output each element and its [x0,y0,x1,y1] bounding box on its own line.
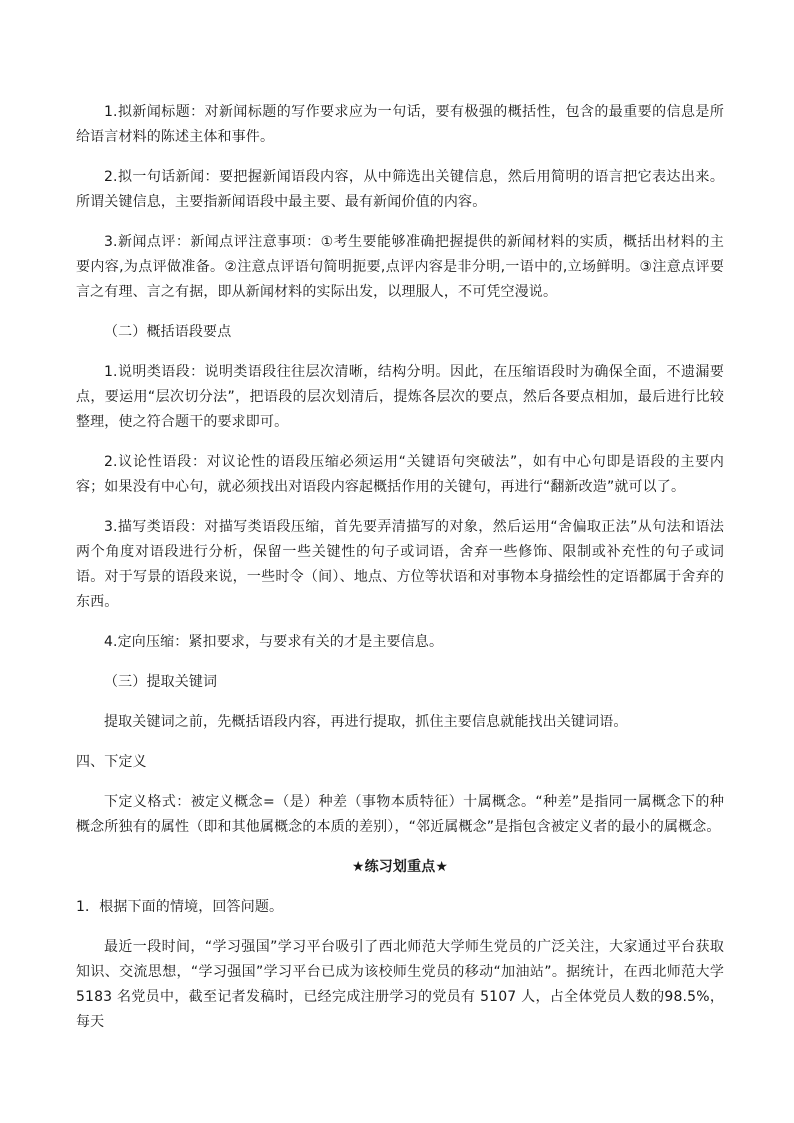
question-title: 1．根据下面的情境，回答问题。 [76,899,284,915]
paragraph-keywords: 提取关键词之前，先概括语段内容，再进行提取，抓住主要信息就能找出关键词语。 [104,714,628,730]
paragraph-expository: 1.说明类语段：说明类语段往往层次清晰，结构分明。因此，在压缩语段时为确保全面，不遗漏要点，要运用“层次切分法”，把语段的层次划清后，提炼各层次的要点，然后各要点相加，最后进行比较整理，使之符合题干的要求即可。 [76,364,724,430]
paragraph-argumentative: 2.议论性语段：对议论性的语段压缩必须运用“关键语句突破法”，如有中心句即是语段的主要内容；如果没有中心句，就必须找出对语段内容起概括作用的关键句，再进行“翻新改造”就可以了。 [76,454,724,495]
question-body: 最近一段时间，“学习强国”学习平台吸引了西北师范大学师生党员的广泛关注，大家通过平台获取知识、交流思想，“学习强国”学习平台已成为该校师生党员的移动“加油站”。据统计，在西北师范大学 5183 名党员中，截至记者发稿时，已经完成注册学习的党员有 5107 人，占全体党员人数的98.5%，每天 [76,939,724,1030]
paragraph-descriptive: 3.描写类语段：对描写类语段压缩，首先要弄清描写的对象，然后运用“舍偏取正法”从句法和语法两个角度对语段进行分析，保留一些关键性的句子或词语，舍弃一些修饰、限制或补充性的句子或词语。对于写景的语段来说，一些时令（间）、地点、方位等状语和对事物本身描绘性的定语都属于舍弃的东西。 [76,519,724,610]
paragraph-one-sentence-news: 2.拟一句话新闻：要把握新闻语段内容，从中筛选出关键信息，然后用简明的语言把它表达出来。所谓关键信息，主要指新闻语段中最主要、最有新闻价值的内容。 [76,169,724,210]
paragraph-definition: 下定义格式：被定义概念=（是）种差（事物本质特征）十属概念。“种差”是指同一属概念下的种概念所独有的属性（即和其他属概念的本质的差别），“邻近属概念”是指包含被定义者的最小的属概念。 [76,794,724,835]
document-body [76,100,724,1035]
paragraph-news-title: 1.拟新闻标题：对新闻标题的写作要求应为一句话，要有极强的概括性，包含的最重要的信息是所给语言材料的陈述主体和事件。 [76,104,724,145]
subheading-summarize-points: （二）概括语段要点 [104,324,232,340]
subheading-extract-keywords: （三）提取关键词 [104,674,218,690]
section-heading-practice: ★练习划重点★ [351,859,449,875]
paragraph-news-comment: 3.新闻点评：新闻点评注意事项：①考生要能够准确把握提供的新闻材料的实质，概括出材料的主要内容,为点评做准备。②注意点评语句简明扼要,点评内容是非分明,一语中的,立场鲜明。③注意点评要言之有理、言之有据，即从新闻材料的实际出发，以理服人，不可凭空漫说。 [76,234,724,300]
paragraph-directional: 4.定向压缩：紧扣要求，与要求有关的才是主要信息。 [104,634,444,650]
subheading-definition: 四、下定义 [76,754,147,770]
